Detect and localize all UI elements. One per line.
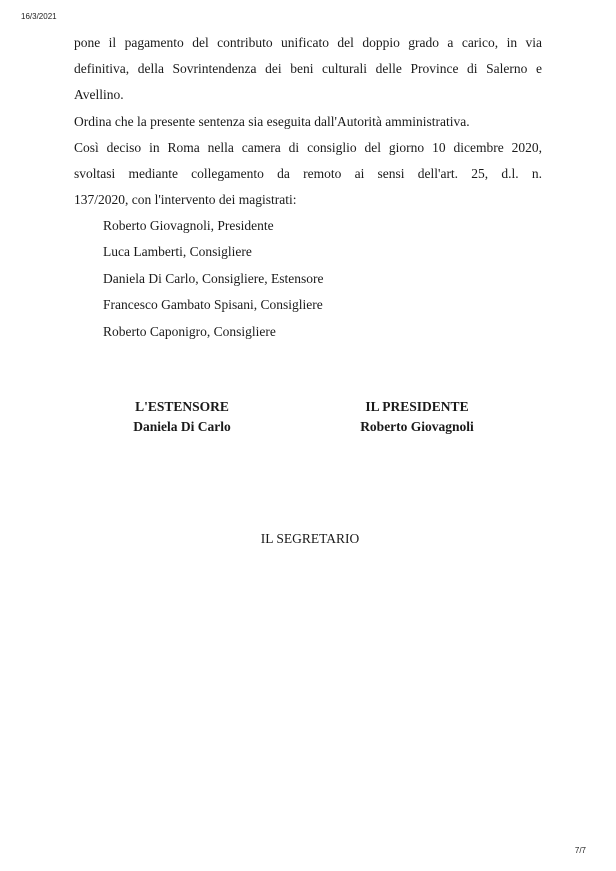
signature-name: Roberto Giovagnoli bbox=[360, 419, 474, 434]
judge-item: Luca Lamberti, Consigliere bbox=[103, 244, 252, 260]
paragraph-payment-line-2: definitiva, della Sovrintendenza dei beni culturali delle Province di Salerno e bbox=[74, 61, 542, 77]
paragraph-order: Ordina che la presente sentenza sia eseguita dall'Autorità amministrativa. bbox=[74, 113, 470, 129]
signature-estensore bbox=[112, 397, 252, 437]
signature-presidente bbox=[346, 397, 488, 437]
secretary-label: IL SEGRETARIO bbox=[260, 531, 360, 546]
paragraph-decided-line-2: svoltasi mediante collegamento da remoto ai sensi dell'art. 25, d.l. n. bbox=[74, 166, 542, 182]
signature-name: Daniela Di Carlo bbox=[133, 419, 231, 434]
print-date: 16/3/2021 bbox=[21, 12, 57, 21]
page-number: 7/7 bbox=[574, 846, 586, 855]
judge-item: Roberto Giovagnoli, Presidente bbox=[103, 218, 274, 233]
decision-text bbox=[74, 30, 542, 213]
judge-item: Francesco Gambato Spisani, Consigliere bbox=[103, 297, 323, 313]
paragraph-payment-line-3: Avellino. bbox=[74, 87, 124, 103]
paragraph-payment-line-1: pone il pagamento del contributo unificato del doppio grado a carico, in via bbox=[74, 35, 542, 50]
signature-role: IL PRESIDENTE bbox=[365, 399, 469, 414]
signature-role: L'ESTENSORE bbox=[135, 399, 229, 414]
judge-item: Daniela Di Carlo, Consigliere, Estensore bbox=[103, 270, 324, 286]
paragraph-decided-line-3: 137/2020, con l'intervento dei magistrati: bbox=[74, 192, 297, 208]
judges-list bbox=[103, 213, 323, 345]
judge-item: Roberto Caponigro, Consigliere bbox=[103, 323, 276, 339]
paragraph-decided-line-1: Così deciso in Roma nella camera di consiglio del giorno 10 dicembre 2020, bbox=[74, 139, 542, 155]
